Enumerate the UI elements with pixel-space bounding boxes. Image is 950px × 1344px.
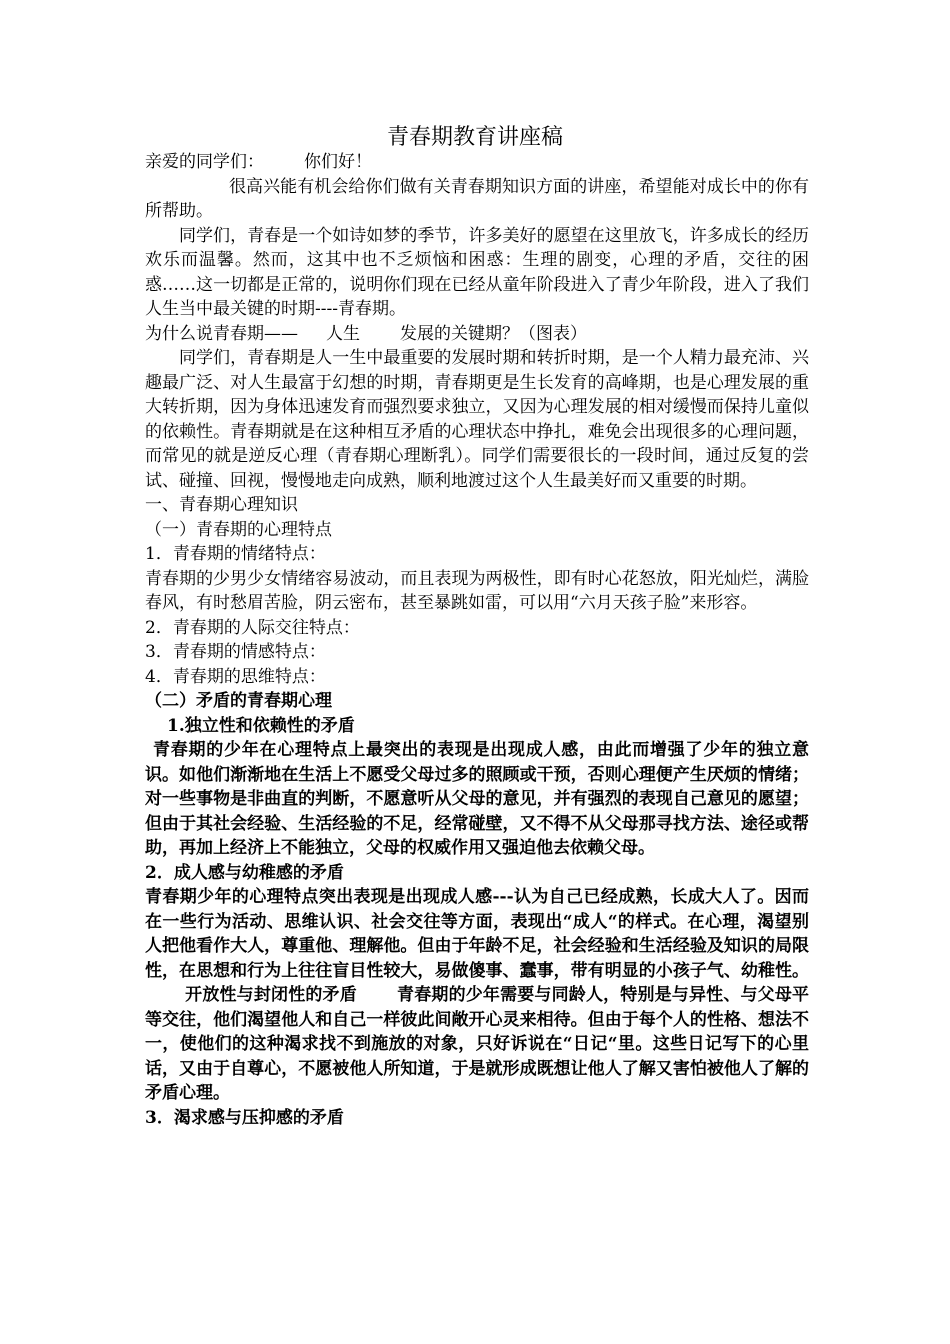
document-title: 青春期教育讲座稿 <box>386 125 563 150</box>
why-part-a: 为什么说青春期—— <box>145 323 298 344</box>
list-item-2: 2．青春期的人际交往特点： <box>145 617 360 638</box>
section-heading-1: 一、青春期心理知识 <box>145 495 298 515</box>
contradiction-2-heading: 2．成人感与幼稚感的矛盾 <box>145 862 344 883</box>
list-item-3: 3．青春期的情感特点： <box>145 642 326 662</box>
why-question-line <box>145 322 809 347</box>
list-item-1: 1．青春期的情绪特点： <box>145 544 326 564</box>
greeting-addressee: 亲爱的同学们： <box>145 152 264 172</box>
subsection-heading-2: （二）矛盾的青春期心理 <box>145 691 332 711</box>
contradiction-1-paragraph: 青春期的少年在心理特点上最突出的表现是出现成人感，由此而增强了少年的独立意识。如他们渐渐地在生活上不愿受父母过多的照顾或干预，否则心理便产生厌烦的情绪；对一些事物是非曲直的判断，不愿意听从父母的意见，并有强烈的表现自己意见的愿望；但由于其社会经验、生活经验的不足，经常碰壁，又不得不从父母那寻找方法、途径或帮助，再加上经济上不能独立，父母的权威作用又强迫他去依赖父母。 <box>145 740 809 858</box>
greeting-line <box>145 150 809 175</box>
list-item-4: 4．青春期的思维特点： <box>145 666 326 687</box>
document-body <box>145 150 809 1130</box>
contradiction-3-heading: 3．渴求感与压抑感的矛盾 <box>145 1107 344 1128</box>
youth-paragraph: 同学们，青春是一个如诗如梦的季节，许多美好的愿望在这里放飞，许多成长的经历欢乐而温馨。然而，这其中也不乏烦恼和困惑：生理的剧变，心理的矛盾，交往的困惑……这一切都是正常的，说明你们现在已经从童年阶段进入了青少年阶段，进入了我们人生当中最关键的时期----青春期。 <box>145 225 809 319</box>
contradiction-2-text: 青春期少年的心理特点突出表现是出现成人感---认为自己已经成熟，长成大人了。因而在一些行为活动、思维认识、社会交往等方面，表现出“成人“的样式。在心理，渴望别人把他看作大人，尊重他、理解他。但由于年龄不足，社会经验和生活经验及知识的局限性，在思想和行为上往往盲目性较大，易做傻事、蠢事，带有明显的小孩子气、幼稚性。 <box>145 887 809 981</box>
greeting-hello: 你们好！ <box>304 152 372 172</box>
key-period-paragraph: 同学们，青春期是人一生中最重要的发展时期和转折时期，是一个人精力最充沛、兴趣最广泛、对人生最富于幻想的时期，青春期更是生长发育的高峰期，也是心理发展的重大转折期，因为身体迅速发育而强烈要求独立，又因为心理发展的相对缓慢而保持儿童似的依赖性。青春期就是在这种相互矛盾的心理状态中挣扎，难免会出现很多的心理问题，而常见的就是逆反心理（青春期心理断乳）。同学们需要很长的一段时间，通过反复的尝试、碰撞、回视，慢慢地走向成熟，顺利地渡过这个人生最美好而又重要的时期。 <box>145 348 809 491</box>
emotion-paragraph: 青春期的少男少女情绪容易波动，而且表现为两极性，即有时心花怒放，阳光灿烂，满脸春风，有时愁眉苦脸，阴云密布，甚至暴跳如雷，可以用“六月天孩子脸”来形容。 <box>145 568 809 613</box>
openness-heading-inline: 开放性与封闭性的矛盾 <box>185 985 357 1005</box>
openness-text: 青春期的少年需要与同龄人，特别是与异性、与父母平等交往，他们渴望他人和自己一样彼此间敞开心灵来相待。但由于每个人的性格、想法不一，使他们的这种渴求找不到施放的对象，只好诉说在“日记“里。这些日记写下的心里话，又由于自尊心，不愿被他人所知道，于是就形成既想让他人了解又害怕被他人了解的矛盾心理。 <box>145 985 810 1103</box>
contradiction-1-heading: 1.独立性和依赖性的矛盾 <box>167 715 355 736</box>
contradiction-2-paragraph <box>145 885 809 1106</box>
intro-paragraph: 很高兴能有机会给你们做有关青春期知识方面的讲座，希望能对成长中的你有所帮助。 <box>145 176 809 221</box>
subsection-heading-1: （一）青春期的心理特点 <box>145 519 332 540</box>
why-part-c: 发展的关键期？（图表） <box>400 323 587 344</box>
why-part-b: 人生 <box>326 323 360 344</box>
